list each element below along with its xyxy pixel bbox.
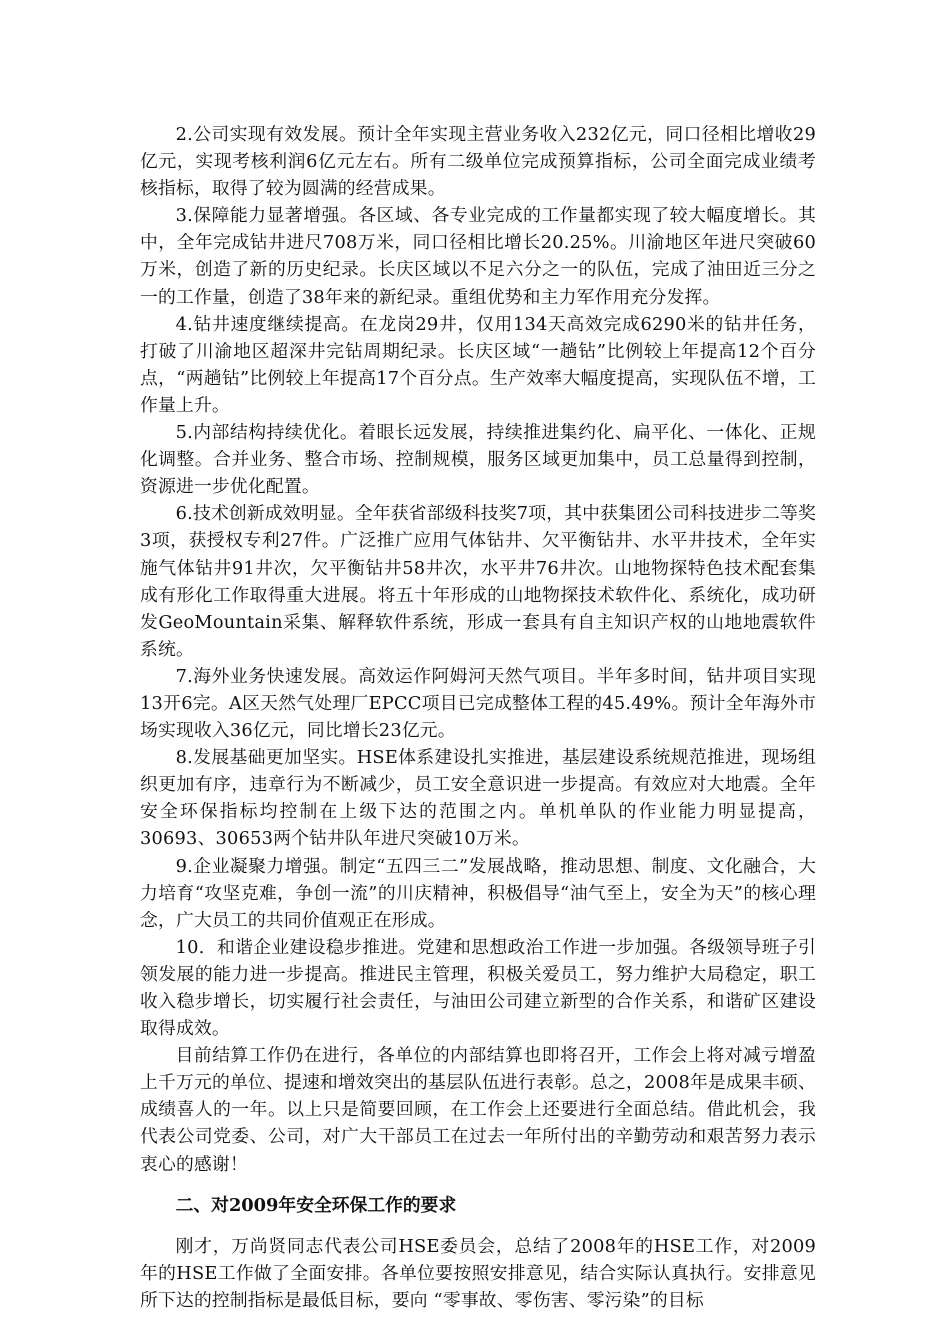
paragraph-item-5: 5.内部结构持续优化。着眼长远发展，持续推进集约化、扁平化、一体化、正规化调整。合并业务、整合市场、控制规模，服务区域更加集中，员工总量得到控制，资源进一步优化配置。 [140, 422, 816, 498]
paragraph-item-4: 4.钻井速度继续提高。在龙岗29井，仅用134天高效完成6290米的钻井任务，打破了川渝地区超深井完钻周期纪录。长庆区域“一趟钻”比例较上年提高12个百分点，“两趟钻”比例较上年提高17个百分点。生产效率大幅度提高，实现队伍不增，工作量上升。 [140, 313, 816, 416]
paragraph-item-9: 9.企业凝聚力增强。制定“五四三二”发展战略，推动思想、制度、文化融合，大力培育“攻坚克难，争创一流”的川庆精神，积极倡导“油气至上，安全为天”的核心理念，广大员工的共同价值观正在形成。 [140, 855, 816, 931]
summary-paragraph: 目前结算工作仍在进行，各单位的内部结算也即将召开，工作会上将对减亏增盈上千万元的单位、提速和增效突出的基层队伍进行表彰。总之，2008年是成果丰硕、成绩喜人的一年。以上只是简要回顾，在工作会上还要进行全面总结。借此机会，我代表公司党委、公司，对广大干部员工在过去一年所付出的辛勤劳动和艰苦努力表示衷心的感谢！ [140, 1045, 816, 1175]
paragraph-item-2: 2.公司实现有效发展。预计全年实现主营业务收入232亿元，同口径相比增收29亿元，实现考核利润6亿元左右。所有二级单位完成预算指标，公司全面完成业绩考核指标，取得了较为圆满的经营成果。 [140, 124, 816, 200]
closing-paragraph: 刚才，万尚贤同志代表公司HSE委员会，总结了2008年的HSE工作，对2009年的HSE工作做了全面安排。各单位要按照安排意见，结合实际认真执行。安排意见所下达的控制指标是最低目标，要向 “零事故、零伤害、零污染”的目标 [140, 1235, 816, 1311]
paragraph-item-8: 8.发展基础更加坚实。HSE体系建设扎实推进，基层建设系统规范推进，现场组织更加有序，违章行为不断减少，员工安全意识进一步提高。有效应对大地震。全年安全环保指标均控制在上级下达的范围之内。单机单队的作业能力明显提高，30693、30653两个钻井队年进尺突破10万米。 [140, 747, 816, 850]
paragraph-item-7: 7.海外业务快速发展。高效运作阿姆河天然气项目。半年多时间，钻井项目实现13开6完。A区天然气处理厂EPCC项目已完成整体工程的45.49%。预计全年海外市场实现收入36亿元，同比增长23亿元。 [140, 665, 816, 742]
section-heading: 二、对2009年安全环保工作的要求 [175, 1194, 457, 1216]
paragraph-item-3: 3.保障能力显著增强。各区域、各专业完成的工作量都实现了较大幅度增长。其中，全年完成钻井进尺708万米，同口径相比增长20.25%。川渝地区年进尺突破60万米，创造了新的历史纪录。长庆区域以不足六分之一的队伍，完成了油田近三分之一的工作量，创造了38年来的新纪录。重组优势和主力军作用充分发挥。 [140, 205, 816, 308]
document-page [140, 121, 816, 1314]
paragraph-item-10: 10．和谐企业建设稳步推进。党建和思想政治工作进一步加强。各级领导班子引领发展的能力进一步提高。推进民主管理，积极关爱员工，努力维护大局稳定，职工收入稳步增长，切实履行社会责任，与油田公司建立新型的合作关系，和谐矿区建设取得成效。 [140, 936, 816, 1040]
paragraph-item-6: 6.技术创新成效明显。全年获省部级科技奖7项，其中获集团公司科技进步二等奖3项，获授权专利27件。广泛推广应用气体钻井、欠平衡钻井、水平井技术，全年实施气体钻井91井次，欠平衡钻井58井次，水平井76井次。山地物探特色技术配套集成有形化工作取得重大进展。将五十年形成的山地物探技术软件化、系统化，成功研发GeoMountain采集、解释软件系统，形成一套具有自主知识产权的山地地震软件系统。 [140, 503, 816, 660]
